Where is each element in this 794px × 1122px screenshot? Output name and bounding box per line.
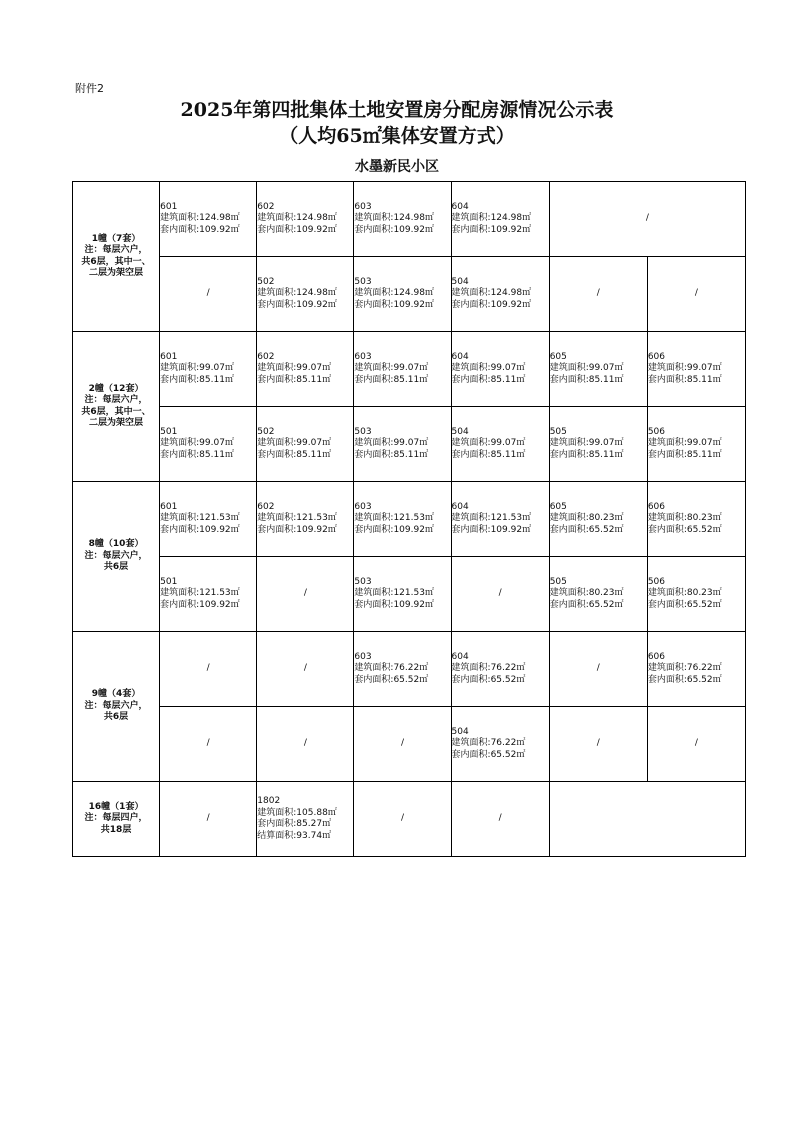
unit-number: 604 xyxy=(451,651,469,662)
inner-area: 套内面积:85.11㎡ xyxy=(354,449,429,460)
table-row xyxy=(73,257,746,332)
unit-cell xyxy=(257,782,354,857)
unit-number: 503 xyxy=(354,276,372,287)
unit-number: 505 xyxy=(549,576,567,587)
inner-area: 套内面积:85.11㎡ xyxy=(354,374,429,385)
building-area: 建筑面积:121.53㎡ xyxy=(354,513,434,524)
unit-cell xyxy=(451,182,549,257)
unit-number: 606 xyxy=(647,351,666,362)
unit-cell xyxy=(160,407,257,482)
unit-cell xyxy=(160,182,257,257)
unit-number: 602 xyxy=(257,351,275,362)
building-label-line: 共6层，其中一、 xyxy=(81,406,151,417)
inner-area: 套内面积:65.52㎡ xyxy=(451,674,526,685)
inner-area: 套内面积:65.52㎡ xyxy=(549,599,624,610)
page-title: 2025年第四批集体土地安置房分配房源情况公示表 xyxy=(180,99,614,121)
building-area: 建筑面积:99.07㎡ xyxy=(257,363,332,374)
building-area: 建筑面积:80.23㎡ xyxy=(549,513,624,524)
inner-area: 套内面积:109.92㎡ xyxy=(257,524,337,535)
inner-area: 套内面积:109.92㎡ xyxy=(451,224,532,235)
unit-number: 603 xyxy=(354,351,372,362)
unit-cell xyxy=(549,332,647,407)
unit-cell xyxy=(160,557,257,632)
building-label-line: 注：每层四户， xyxy=(84,813,148,824)
building-area: 建筑面积:99.07㎡ xyxy=(647,363,722,374)
building-label-line: 注：每层六户， xyxy=(84,700,148,711)
unit-cell xyxy=(257,332,354,407)
building-area: 建筑面积:80.23㎡ xyxy=(647,513,722,524)
unit-number: 604 xyxy=(451,201,469,212)
unit-cell xyxy=(354,257,451,332)
inner-area: 套内面积:85.11㎡ xyxy=(647,374,722,385)
unavailable-cell: / xyxy=(647,707,745,782)
building-area: 建筑面积:124.98㎡ xyxy=(160,213,240,224)
unit-cell xyxy=(354,407,451,482)
unavailable-cell: / xyxy=(160,782,257,857)
unit-cell xyxy=(354,182,451,257)
building-label xyxy=(73,182,160,332)
unit-cell xyxy=(549,557,647,632)
unit-number: 502 xyxy=(257,276,275,287)
unit-number: 501 xyxy=(160,576,178,587)
unavailable-cell: / xyxy=(257,632,354,707)
inner-area: 套内面积:65.52㎡ xyxy=(451,749,526,760)
unit-cell xyxy=(451,257,549,332)
unit-number: 506 xyxy=(647,576,666,587)
building-area: 建筑面积:124.98㎡ xyxy=(257,288,337,299)
unit-number: 606 xyxy=(647,501,666,512)
building-area: 建筑面积:99.07㎡ xyxy=(257,438,332,449)
inner-area: 套内面积:85.27㎡ xyxy=(257,819,332,829)
inner-area: 套内面积:65.52㎡ xyxy=(647,599,722,610)
unit-cell xyxy=(451,632,549,707)
building-label-line: 二层为架空层 xyxy=(89,268,144,278)
building-label xyxy=(73,332,160,482)
unit-cell xyxy=(451,707,549,782)
unit-number: 503 xyxy=(354,426,372,437)
building-area: 建筑面积:76.22㎡ xyxy=(451,738,526,749)
unit-cell xyxy=(647,332,745,407)
unit-number: 504 xyxy=(451,726,469,737)
building-area: 建筑面积:124.98㎡ xyxy=(451,288,532,299)
unit-cell xyxy=(354,632,451,707)
unit-cell xyxy=(354,482,451,557)
empty-cell xyxy=(549,782,745,857)
unit-number: 506 xyxy=(647,426,666,437)
inner-area: 套内面积:109.92㎡ xyxy=(257,299,337,310)
building-label-line: 注：每层六户， xyxy=(84,395,148,405)
unit-number: 605 xyxy=(549,501,567,512)
unavailable-cell: / xyxy=(549,707,647,782)
unit-cell xyxy=(451,482,549,557)
building-label xyxy=(73,632,160,782)
settlement-area: 结算面积:93.74㎡ xyxy=(257,830,332,841)
building-area: 建筑面积:76.22㎡ xyxy=(451,663,526,674)
inner-area: 套内面积:85.11㎡ xyxy=(549,449,624,460)
building-area: 建筑面积:121.53㎡ xyxy=(354,588,434,599)
inner-area: 套内面积:109.92㎡ xyxy=(354,299,434,310)
inner-area: 套内面积:65.52㎡ xyxy=(647,524,722,535)
unavailable-cell: / xyxy=(257,707,354,782)
building-area: 建筑面积:121.53㎡ xyxy=(451,513,532,524)
unit-cell xyxy=(257,482,354,557)
attachment-label: 附件2 xyxy=(75,82,104,95)
unavailable-cell: / xyxy=(549,257,647,332)
unavailable-cell: / xyxy=(160,707,257,782)
table-row xyxy=(73,632,746,707)
inner-area: 套内面积:85.11㎡ xyxy=(257,449,332,460)
unit-number: 503 xyxy=(354,576,372,587)
building-area: 建筑面积:99.07㎡ xyxy=(451,438,526,449)
building-area: 建筑面积:124.98㎡ xyxy=(354,288,434,299)
unit-number: 601 xyxy=(160,351,178,362)
inner-area: 套内面积:85.11㎡ xyxy=(647,449,722,460)
building-label-line: 2幢（12套） xyxy=(88,383,144,394)
unit-number: 603 xyxy=(354,651,372,662)
building-label-line: 16幢（1套） xyxy=(88,801,144,812)
unit-number: 606 xyxy=(647,651,666,662)
building-area: 建筑面积:99.07㎡ xyxy=(549,438,624,449)
building-label-line: 共6层 xyxy=(103,712,129,723)
unit-cell xyxy=(160,482,257,557)
unit-cell xyxy=(647,557,745,632)
building-label-line: 注：每层六户， xyxy=(84,550,148,561)
building-label-line: 二层为架空层 xyxy=(89,418,144,428)
building-label-line: 9幢（4套） xyxy=(91,689,141,700)
inner-area: 套内面积:109.92㎡ xyxy=(160,224,240,235)
table-row xyxy=(73,557,746,632)
building-area: 建筑面积:99.07㎡ xyxy=(160,438,234,449)
building-area: 建筑面积:80.23㎡ xyxy=(647,588,722,599)
inner-area: 套内面积:65.52㎡ xyxy=(549,524,624,535)
building-label-line: 8幢（10套） xyxy=(88,539,144,550)
inner-area: 套内面积:109.92㎡ xyxy=(354,524,434,535)
building-area: 建筑面积:124.98㎡ xyxy=(451,213,532,224)
unit-cell xyxy=(257,407,354,482)
unit-number: 603 xyxy=(354,501,372,512)
building-label-line: 1幢（7套） xyxy=(91,233,141,244)
housing-table-body xyxy=(73,182,746,857)
table-row xyxy=(73,182,746,257)
building-area: 建筑面积:99.07㎡ xyxy=(354,438,429,449)
building-area: 建筑面积:76.22㎡ xyxy=(354,663,429,674)
unit-number: 601 xyxy=(160,201,178,212)
building-label xyxy=(73,782,160,857)
housing-table xyxy=(72,181,746,857)
inner-area: 套内面积:85.11㎡ xyxy=(451,374,526,385)
inner-area: 套内面积:109.92㎡ xyxy=(451,524,532,535)
building-area: 建筑面积:99.07㎡ xyxy=(354,363,429,374)
unit-number: 504 xyxy=(451,276,469,287)
table-row xyxy=(73,407,746,482)
unit-number: 504 xyxy=(451,426,469,437)
inner-area: 套内面积:85.11㎡ xyxy=(160,449,234,460)
building-area: 建筑面积:99.07㎡ xyxy=(647,438,722,449)
unavailable-cell: / xyxy=(354,782,451,857)
table-row xyxy=(73,332,746,407)
unit-cell xyxy=(354,557,451,632)
building-area: 建筑面积:121.53㎡ xyxy=(257,513,337,524)
unit-cell xyxy=(647,482,745,557)
inner-area: 套内面积:109.92㎡ xyxy=(160,599,240,610)
unit-cell xyxy=(647,407,745,482)
building-area: 建筑面积:80.23㎡ xyxy=(549,588,624,599)
table-row xyxy=(73,707,746,782)
unavailable-cell: / xyxy=(549,182,745,257)
unavailable-cell: / xyxy=(257,557,354,632)
unavailable-cell: / xyxy=(647,257,745,332)
inner-area: 套内面积:109.92㎡ xyxy=(354,224,434,235)
building-area: 建筑面积:121.53㎡ xyxy=(160,513,240,524)
unit-number: 604 xyxy=(451,351,469,362)
building-area: 建筑面积:76.22㎡ xyxy=(647,663,722,674)
unavailable-cell: / xyxy=(549,632,647,707)
unit-cell xyxy=(160,332,257,407)
unavailable-cell: / xyxy=(451,557,549,632)
unit-cell xyxy=(354,332,451,407)
page-subtitle: （人均65㎡集体安置方式） xyxy=(279,125,515,147)
inner-area: 套内面积:85.11㎡ xyxy=(160,374,234,385)
unit-number: 602 xyxy=(257,501,275,512)
unit-cell xyxy=(257,182,354,257)
inner-area: 套内面积:109.92㎡ xyxy=(257,224,337,235)
inner-area: 套内面积:65.52㎡ xyxy=(647,674,722,685)
building-area: 建筑面积:124.98㎡ xyxy=(354,213,434,224)
unit-number: 505 xyxy=(549,426,567,437)
building-label-line: 共6层 xyxy=(103,562,129,573)
unavailable-cell: / xyxy=(354,707,451,782)
unit-number: 604 xyxy=(451,501,469,512)
unit-number: 601 xyxy=(160,501,178,512)
unit-number: 602 xyxy=(257,201,275,212)
inner-area: 套内面积:85.11㎡ xyxy=(257,374,332,385)
unit-number: 502 xyxy=(257,426,275,437)
building-label-line: 共18层 xyxy=(100,824,132,835)
inner-area: 套内面积:109.92㎡ xyxy=(354,599,434,610)
unit-cell xyxy=(549,407,647,482)
unavailable-cell: / xyxy=(451,782,549,857)
unavailable-cell: / xyxy=(160,632,257,707)
unit-cell xyxy=(451,407,549,482)
table-row xyxy=(73,482,746,557)
unit-number: 605 xyxy=(549,351,567,362)
building-area: 建筑面积:99.07㎡ xyxy=(549,363,624,374)
community-name: 水墨新民小区 xyxy=(355,159,439,175)
building-area: 建筑面积:105.88㎡ xyxy=(257,807,337,818)
unit-number: 501 xyxy=(160,426,178,437)
unit-cell xyxy=(451,332,549,407)
unit-cell xyxy=(647,632,745,707)
building-label-line: 注：每层六户， xyxy=(84,245,148,255)
building-label-line: 共6层，其中一、 xyxy=(81,256,151,267)
building-area: 建筑面积:99.07㎡ xyxy=(451,363,526,374)
unavailable-cell: / xyxy=(160,257,257,332)
building-label xyxy=(73,482,160,632)
building-area: 建筑面积:124.98㎡ xyxy=(257,213,337,224)
unit-cell xyxy=(257,257,354,332)
inner-area: 套内面积:85.11㎡ xyxy=(549,374,624,385)
inner-area: 套内面积:65.52㎡ xyxy=(354,674,429,685)
inner-area: 套内面积:109.92㎡ xyxy=(451,299,532,310)
table-row xyxy=(73,782,746,857)
building-area: 建筑面积:121.53㎡ xyxy=(160,588,240,599)
unit-cell xyxy=(549,482,647,557)
unit-number: 603 xyxy=(354,201,372,212)
inner-area: 套内面积:109.92㎡ xyxy=(160,524,240,535)
inner-area: 套内面积:85.11㎡ xyxy=(451,449,526,460)
unit-number: 1802 xyxy=(257,796,281,806)
building-area: 建筑面积:99.07㎡ xyxy=(160,363,234,374)
